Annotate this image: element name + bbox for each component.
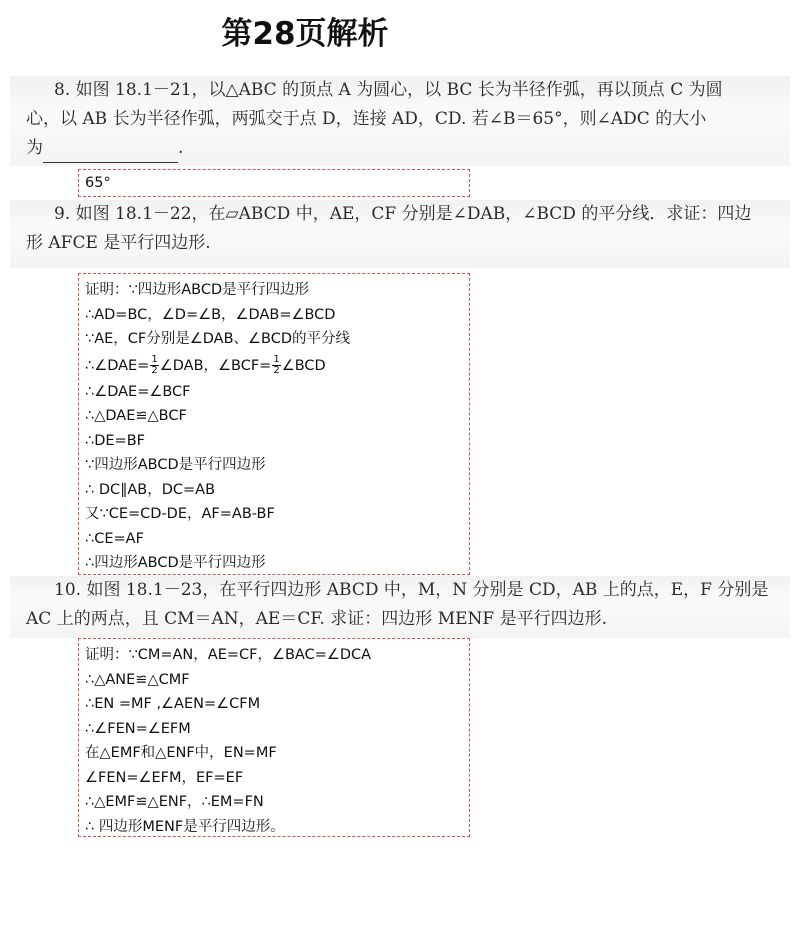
proof-line-fraction: ∴∠DAE= $\frac{1}{2}$ ∠DAB，∠BCF= $\frac{1}{2}$ ∠BCD [85,354,326,376]
answer-box-q10 [78,638,470,837]
proof-line: ∴△EMF≌△ENF，∴EM=FN [85,794,264,810]
proof-line: ∴∠FEN=∠EFM [85,720,191,737]
question-10-line-1: 10. 如图 18.1－23，在平行四边形 ABCD 中，M，N 分别是 CD，AB 上的点，E，F 分别是 [54,580,769,600]
proof-line: ∴EN =MF ,∠AEN=∠CFM [85,696,261,712]
proof-line: ∴△ANE≌△CMF [85,671,190,688]
question-8-line-2: 心，以 AB 长为半径作弧，两弧交于点 D，连接 AD，CD. 若∠B＝65°，则∠ADC 的大小 [26,109,707,129]
proof-line: ∴AD=BC，∠D=∠B，∠DAB=∠BCD [85,306,336,323]
answer-box-q8 [78,169,470,197]
proof-line: ∴四边形ABCD是平行四边形 [85,555,266,571]
proof-line: ∴△DAE≌△BCF [85,408,187,424]
question-9-line-1: 9. 如图 18.1－22，在▱ABCD 中，AE，CF 分别是∠DAB，∠BCD 的平分线．求证：四边 [54,204,752,224]
question-10-line-2: AC 上的两点，且 CM＝AN，AE＝CF. 求证：四边形 MENF 是平行四边形. [26,609,608,629]
answer-box-q9 [78,273,470,575]
proof-line: ∴∠DAE=∠BCF [85,383,191,400]
proof-line: 证明：∵CM=AN，AE=CF，∠BAC=∠DCA [85,647,372,663]
proof-line: ∵AE，CF分别是∠DAB、∠BCD的平分线 [85,331,351,347]
proof-line: ∠FEN=∠EFM，EF=EF [85,769,244,786]
question-8-scan [10,76,790,166]
proof-line: 又∵CE=CD-DE，AF=AB-BF [85,506,275,522]
proof-line: ∵四边形ABCD是平行四边形 [85,457,266,473]
proof-line: 在△EMF和△ENF中，EN=MF [85,745,277,761]
answer-blank [43,144,178,163]
question-10-scan [10,576,790,638]
fraction-half: $\frac{1}{2}$ [273,354,280,376]
question-8-line-3: 为 . [10,134,790,163]
proof-line: 证明：∵四边形ABCD是平行四边形 [85,282,310,298]
proof-line: ∴DE=BF [85,432,145,449]
question-9-line-2: 形 AFCE 是平行四边形. [26,233,211,253]
page-title: 第28页解析 [221,16,389,52]
proof-line: ∴ DC∥AB，DC=AB [85,481,216,498]
fraction-half: $\frac{1}{2}$ [151,354,158,376]
question-8-line-1: 8. 如图 18.1－21，以△ABC 的顶点 A 为圆心，以 BC 长为半径作弧，再以顶点 C 为圆 [54,80,723,100]
proof-line: ∴CE=AF [85,530,144,547]
proof-line: ∴ 四边形MENF是平行四边形。 [85,818,285,835]
answer-q8-text: 65° [85,175,111,191]
question-9-scan [10,200,790,268]
